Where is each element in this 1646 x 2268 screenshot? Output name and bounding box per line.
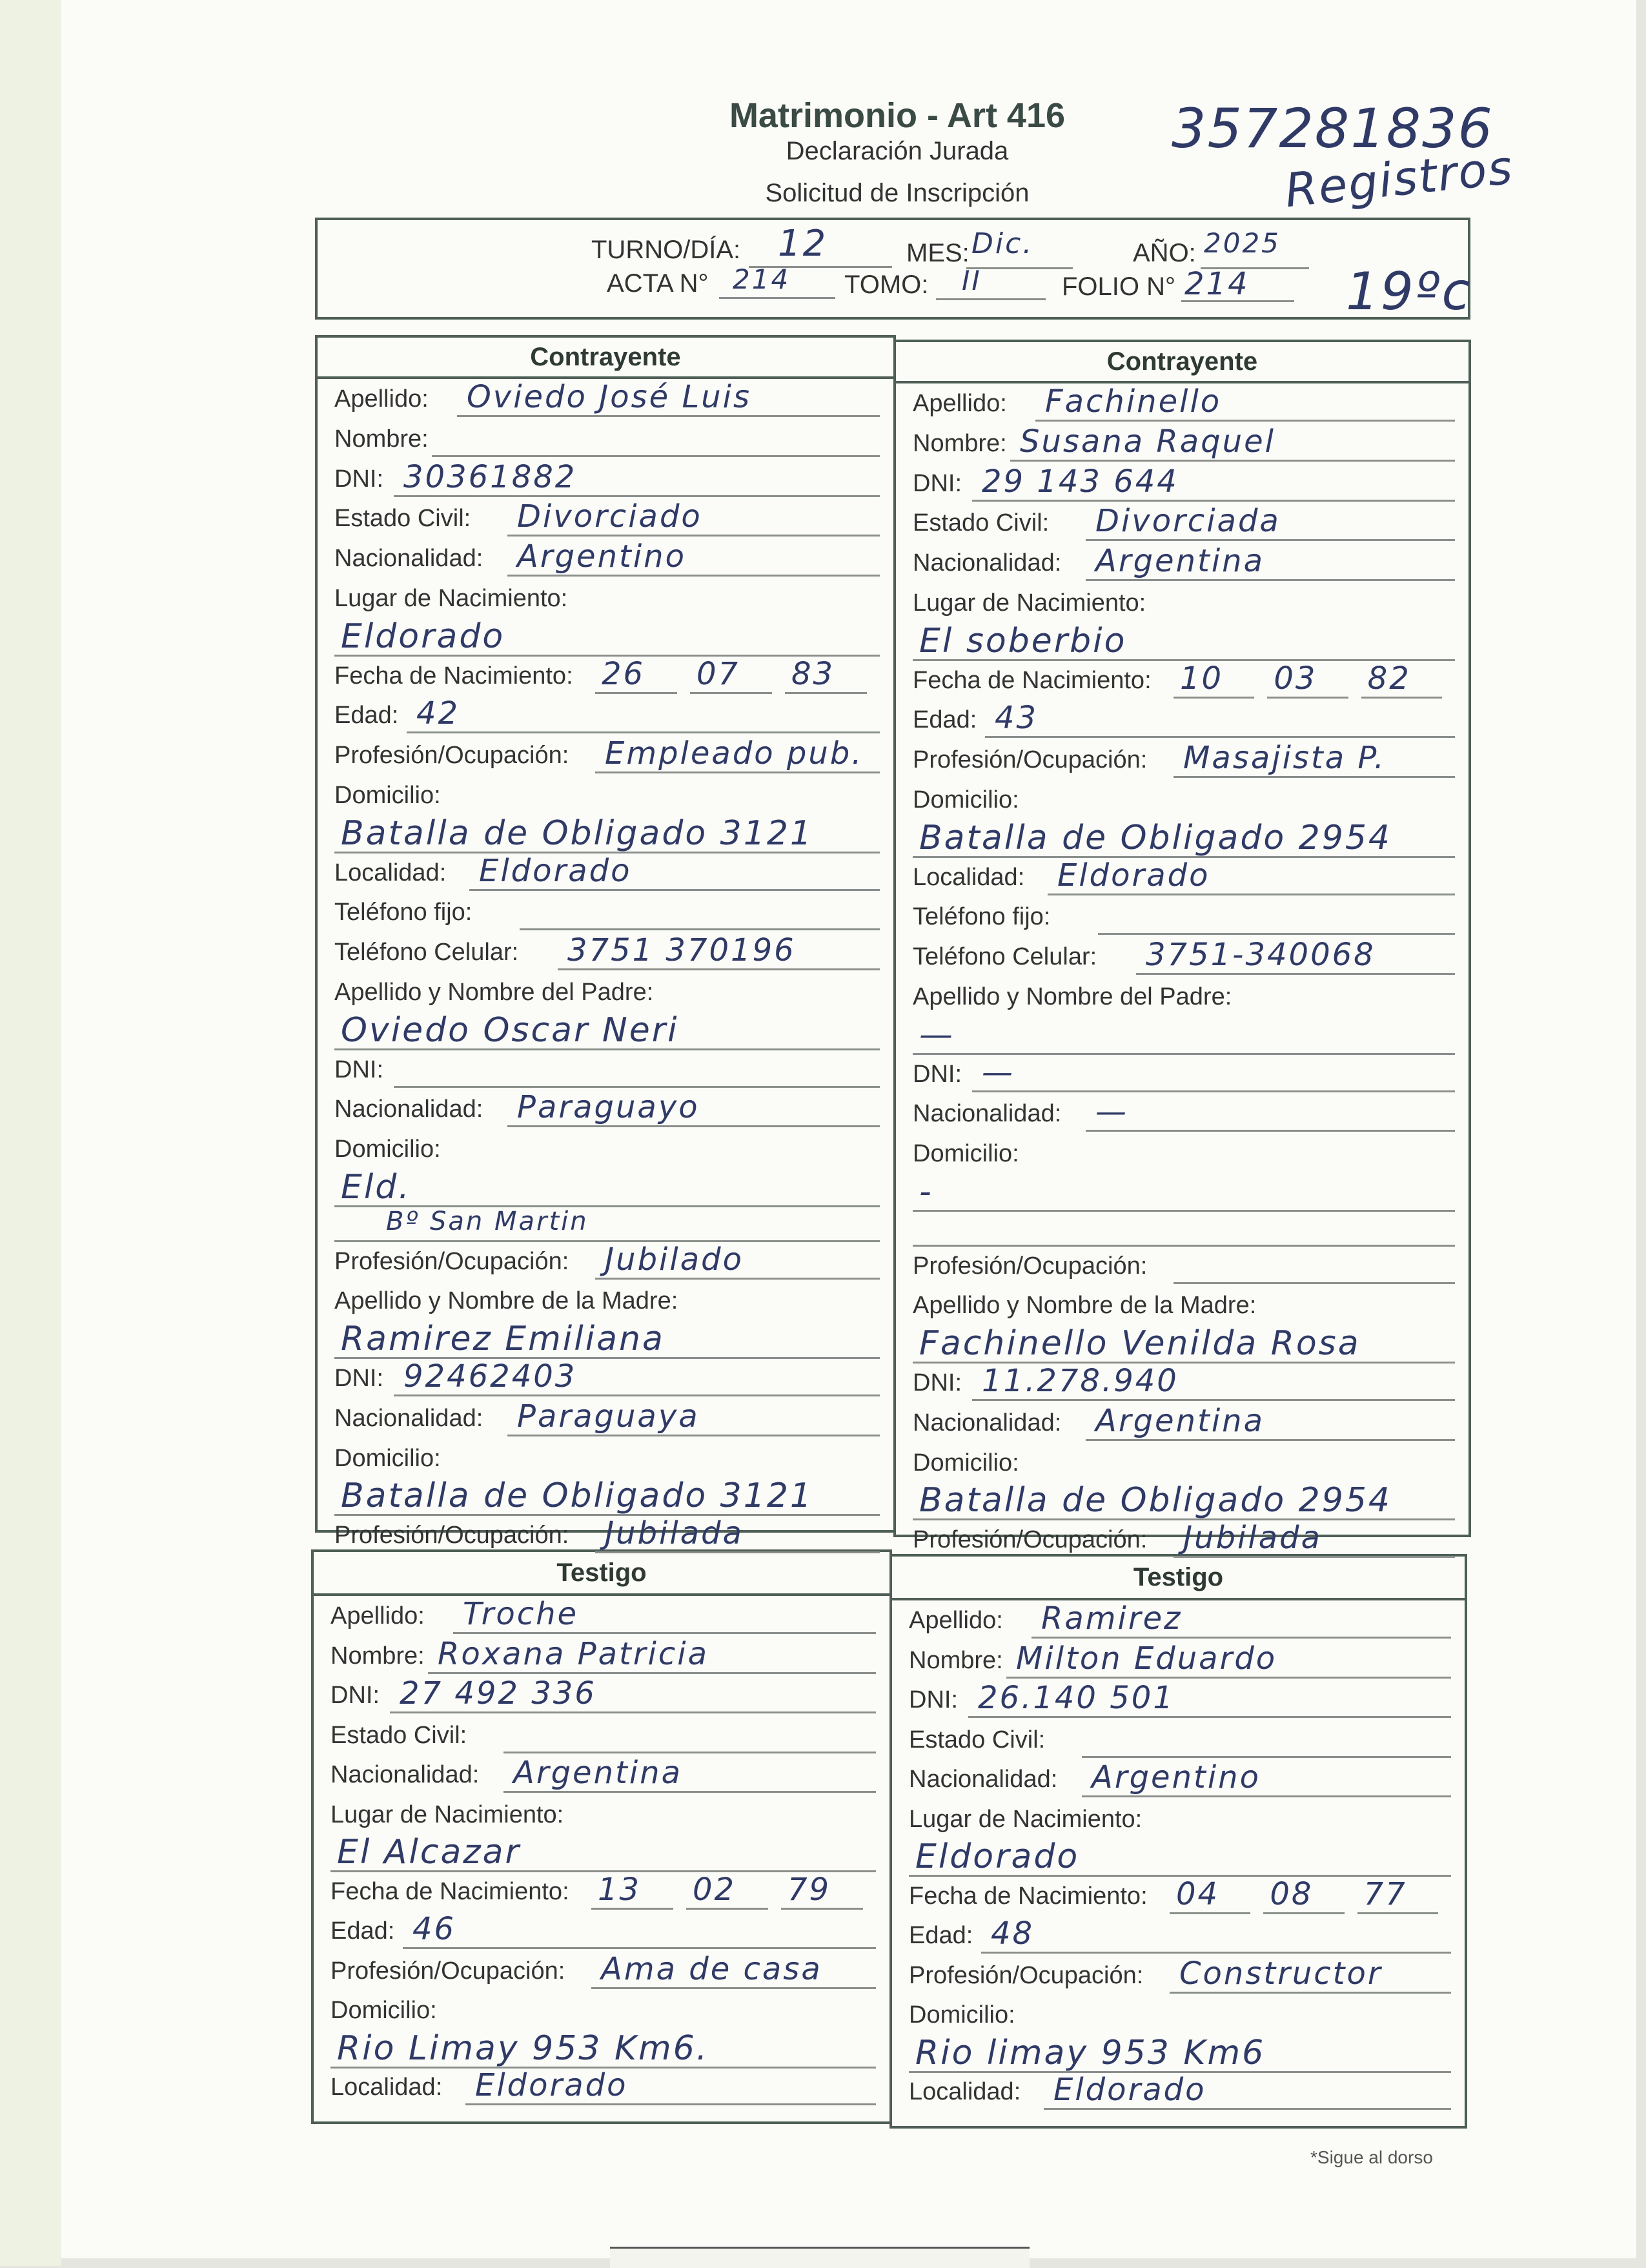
testigo-left-lugar-label: Lugar de Nacimiento:	[330, 1801, 564, 1828]
testigo-right-nombre-label: Nombre:	[909, 1646, 1003, 1674]
field-underline	[591, 1987, 876, 1989]
contrayente-right-padre-dom-value[interactable]: -	[919, 1172, 933, 1211]
field-underline	[1082, 1795, 1451, 1797]
contrayente-right-madre-nac-label: Nacionalidad:	[913, 1409, 1062, 1436]
testigo-left-lugar-value[interactable]: El Alcazar	[337, 1833, 521, 1872]
testigo-left-dni-label: DNI:	[330, 1682, 380, 1709]
contrayente-left-padre-dom-label: Domicilio:	[334, 1136, 441, 1163]
contrayente-right-dni-value[interactable]: 29 143 644	[982, 463, 1179, 500]
contrayente-right-domicilio-label: Domicilio:	[913, 786, 1019, 813]
contrayente-left-fecha-d-value[interactable]: 26	[602, 655, 645, 692]
contrayente-left-dni-label: DNI:	[334, 465, 383, 493]
contrayente-right-edad-value[interactable]: 43	[995, 700, 1039, 737]
field-underline	[913, 1210, 1455, 1212]
field-underline	[1136, 973, 1455, 975]
contrayente-right-localidad-value[interactable]: Eldorado	[1057, 857, 1210, 894]
contrayente-right-localidad-label: Localidad:	[913, 863, 1025, 891]
contrayente-left-madre-prof-value[interactable]: Jubilada	[605, 1515, 744, 1552]
field-underline	[558, 968, 880, 970]
contrayente-right-madre-label: Apellido y Nombre de la Madre:	[913, 1292, 1257, 1320]
contrayente-left-profesion-value[interactable]: Empleado pub.	[605, 735, 864, 772]
field-underline	[968, 1716, 1451, 1718]
folio-label: FOLIO N°	[1062, 272, 1176, 301]
contrayente-left-padre-value[interactable]: Oviedo Oscar Neri	[341, 1010, 679, 1050]
field-underline	[1086, 539, 1455, 541]
form-subtitle-2: Solicitud de Inscripción	[765, 179, 1030, 207]
field-underline	[1357, 1912, 1438, 1914]
field-underline	[1174, 1282, 1455, 1284]
field-underline	[520, 928, 880, 930]
contrayente-right-madre-prof-label: Profesión/Ocupación:	[913, 1526, 1148, 1554]
contrayente-right-fecha-m-value[interactable]: 03	[1274, 660, 1317, 697]
turno-anio-label: AÑO:	[1133, 239, 1196, 267]
turno-anio-value[interactable]: 2025	[1204, 227, 1281, 259]
field-underline	[972, 1090, 1455, 1092]
testigo-right-domicilio-value[interactable]: Rio limay 953 Km6	[915, 2033, 1266, 2072]
contrayente-left-padre-nac-value[interactable]: Paraguayo	[517, 1089, 700, 1126]
contrayente-right-estado-civil-label: Estado Civil:	[913, 509, 1050, 537]
testigo-right-dni-value[interactable]: 26.140 501	[978, 1680, 1175, 1716]
field-underline	[507, 575, 880, 577]
testigo-right-nacionalidad-value[interactable]: Argentino	[1092, 1759, 1261, 1795]
contrayente-left-apellido-label: Apellido:	[334, 385, 429, 413]
testigo-left-apellido-label: Apellido:	[330, 1602, 425, 1629]
field-underline	[595, 1551, 880, 1553]
contrayente-left-padre-prof-value[interactable]: Jubilado	[605, 1241, 744, 1278]
contrayente-right-madre-value[interactable]: Fachinello Venilda Rosa	[919, 1324, 1361, 1364]
field-underline	[403, 1947, 876, 1949]
contrayente-right-lugar-value[interactable]: El soberbio	[919, 621, 1127, 660]
field-underline	[457, 415, 880, 417]
field-underline	[781, 1908, 863, 1910]
contrayente-left-madre-dni-label: DNI:	[334, 1365, 383, 1392]
testigo-left-edad-value[interactable]: 46	[412, 1911, 456, 1947]
field-underline	[1086, 579, 1455, 581]
contrayente-left-madre-value[interactable]: Ramirez Emiliana	[341, 1320, 665, 1359]
field-underline	[1174, 776, 1455, 778]
turno-mes-label: MES:	[906, 239, 970, 267]
field-underline	[972, 500, 1455, 502]
contrayente-left-localidad-value[interactable]: Eldorado	[479, 852, 632, 889]
contrayente-right-profesion-label: Profesión/Ocupación:	[913, 746, 1148, 774]
testigo-right-fecha-label: Fecha de Nacimiento:	[909, 1882, 1148, 1910]
field-underline	[1048, 894, 1455, 895]
contrayente-left-nacionalidad-value[interactable]: Argentino	[517, 538, 686, 575]
field-underline	[981, 1952, 1451, 1954]
field-underline	[1035, 420, 1455, 422]
testigo-left-domicilio-label: Domicilio:	[330, 1997, 437, 2024]
contrayente-left-padre-dom-value[interactable]: Eld.	[341, 1168, 411, 1207]
contrayente-right-nombre-value[interactable]: Susana Raquel	[1020, 423, 1275, 460]
testigo-left-heading: Testigo	[314, 1552, 889, 1596]
contrayente-left-madre-dom-value[interactable]: Batalla de Obligado 3121	[341, 1476, 814, 1516]
contrayente-right-domicilio-value[interactable]: Batalla de Obligado 2954	[919, 818, 1392, 857]
contrayente-right-madre-dni-label: DNI:	[913, 1369, 962, 1396]
contrayente-right-padre-value[interactable]: —	[919, 1015, 955, 1054]
contrayente-left-lugar-value[interactable]: Eldorado	[341, 617, 505, 656]
contrayente-left-tel-fijo-label: Teléfono fijo:	[334, 899, 472, 926]
folio-value[interactable]: 214	[1184, 266, 1250, 302]
testigo-right-heading: Testigo	[892, 1557, 1465, 1600]
field-underline	[1174, 1556, 1455, 1558]
field-underline	[1361, 697, 1442, 699]
contrayente-right-madre-prof-value[interactable]: Jubilada	[1183, 1520, 1323, 1557]
field-underline	[453, 1632, 876, 1634]
field-underline	[1006, 1677, 1451, 1679]
testigo-right-apellido-value[interactable]: Ramirez	[1041, 1600, 1183, 1637]
contrayente-right-dni-label: DNI:	[913, 469, 962, 497]
field-underline	[507, 535, 880, 536]
folio-extra-note: 19ºc	[1346, 261, 1472, 322]
testigo-left-dni-value[interactable]: 27 492 336	[400, 1675, 596, 1711]
scan-edge	[0, 0, 61, 2266]
contrayente-left-nacionalidad-label: Nacionalidad:	[334, 545, 483, 573]
testigo-left-fecha-d-value[interactable]: 13	[598, 1871, 642, 1908]
contrayente-left-padre-dni-label: DNI:	[334, 1056, 383, 1083]
testigo-left-fecha-a-value[interactable]: 79	[787, 1871, 831, 1908]
field-underline	[1098, 933, 1455, 935]
field-underline	[428, 1672, 876, 1674]
testigo-left-nombre-value[interactable]: Roxana Patricia	[438, 1635, 709, 1672]
field-underline	[595, 692, 677, 694]
testigo-left-nombre-label: Nombre:	[330, 1642, 425, 1670]
testigo-right-lugar-value[interactable]: Eldorado	[915, 1837, 1080, 1876]
contrayente-right-heading: Contrayente	[896, 342, 1468, 383]
testigo-left-apellido-value[interactable]: Troche	[463, 1596, 579, 1632]
contrayente-right-profesion-value[interactable]: Masajista P.	[1183, 740, 1387, 777]
field-underline	[507, 1435, 880, 1436]
field-underline	[972, 1399, 1455, 1401]
contrayente-left-apellido-value[interactable]: Oviedo José Luis	[467, 379, 751, 415]
field-underline	[1010, 460, 1455, 462]
contrayente-right-padre-nac-label: Nacionalidad:	[913, 1100, 1062, 1128]
testigo-right-profesion-value[interactable]: Constructor	[1179, 1955, 1383, 1992]
testigo-right-fecha-m-value[interactable]: 08	[1270, 1875, 1314, 1912]
turno-dia-label: TURNO/DÍA:	[591, 236, 741, 264]
testigo-right-localidad-value[interactable]: Eldorado	[1053, 2072, 1206, 2108]
testigo-right-nombre-value[interactable]: Milton Eduardo	[1016, 1640, 1277, 1677]
testigo-left-fecha-label: Fecha de Nacimiento:	[330, 1877, 569, 1905]
field-underline	[1174, 697, 1254, 699]
form-subtitle: Declaración Jurada	[786, 137, 1009, 165]
contrayente-left-madre-nac-label: Nacionalidad:	[334, 1404, 483, 1432]
testigo-left-fecha-m-value[interactable]: 02	[693, 1871, 737, 1908]
contrayente-right-tel-fijo-label: Teléfono fijo:	[913, 903, 1051, 931]
field-underline	[1170, 1912, 1250, 1914]
field-underline	[503, 1752, 876, 1753]
contrayente-left-madre-nac-value[interactable]: Paraguaya	[517, 1398, 700, 1435]
contrayente-right-madre-dom-label: Domicilio:	[913, 1449, 1019, 1476]
testigo-right-profesion-label: Profesión/Ocupación:	[909, 1961, 1144, 1989]
field-underline	[1086, 1130, 1455, 1132]
contrayente-left-madre-label: Apellido y Nombre de la Madre:	[334, 1287, 678, 1315]
contrayente-right-madre-dni-value[interactable]: 11.278.940	[982, 1363, 1179, 1399]
contrayente-left-localidad-label: Localidad:	[334, 859, 447, 886]
testigo-right-fecha-d-value[interactable]: 04	[1176, 1875, 1220, 1912]
contrayente-left-tel-cel-value[interactable]: 3751 370196	[567, 932, 796, 969]
testigo-left-domicilio-value[interactable]: Rio Limay 953 Km6.	[337, 2028, 709, 2068]
field-underline	[507, 1125, 880, 1127]
margin-note-number: 357281836	[1172, 97, 1494, 160]
contrayente-right-fecha-label: Fecha de Nacimiento:	[913, 666, 1152, 694]
contrayente-left-estado-civil-value[interactable]: Divorciado	[517, 498, 702, 535]
field-underline	[469, 889, 880, 891]
contrayente-left-edad-value[interactable]: 42	[416, 695, 460, 732]
contrayente-left-madre-dni-value[interactable]: 92462403	[403, 1358, 577, 1395]
contrayente-right-apellido-value[interactable]: Fachinello	[1045, 383, 1222, 420]
testigo-left-profesion-value[interactable]: Ama de casa	[601, 1950, 822, 1987]
contrayente-right-edad-label: Edad:	[913, 706, 977, 734]
contrayente-left-padre-prof-label: Profesión/Ocupación:	[334, 1247, 569, 1275]
turno-mes-value[interactable]: Dic.	[971, 227, 1034, 260]
contrayente-left-profesion-label: Profesión/Ocupación:	[334, 742, 569, 770]
contrayente-right-padre-dni-value[interactable]: —	[982, 1054, 1015, 1090]
testigo-left-nacionalidad-label: Nacionalidad:	[330, 1761, 480, 1788]
testigo-right-estado-civil-label: Estado Civil:	[909, 1726, 1046, 1753]
contrayente-right-madre-nac-value[interactable]: Argentina	[1095, 1402, 1265, 1439]
footer-note: *Sigue al dorso	[1310, 2147, 1433, 2167]
contrayente-left-madre-prof-label: Profesión/Ocupación:	[334, 1522, 569, 1549]
testigo-left-localidad-label: Localidad:	[330, 2074, 443, 2101]
contrayente-right-apellido-label: Apellido:	[913, 390, 1007, 417]
acta-value[interactable]: 214	[733, 263, 791, 295]
field-underline	[1031, 1637, 1451, 1639]
contrayente-left-domicilio-label: Domicilio:	[334, 782, 441, 809]
testigo-right-edad-value[interactable]: 48	[991, 1916, 1035, 1952]
field-underline	[394, 1086, 880, 1088]
testigo-right-dni-label: DNI:	[909, 1686, 958, 1713]
testigo-left-edad-label: Edad:	[330, 1917, 395, 1945]
contrayente-left-padre-label: Apellido y Nombre del Padre:	[334, 979, 654, 1006]
testigo-left-estado-civil-label: Estado Civil:	[330, 1721, 467, 1749]
field-underline	[1263, 1912, 1344, 1914]
field-underline	[407, 731, 880, 733]
testigo-right-domicilio-label: Domicilio:	[909, 2001, 1015, 2028]
tomo-label: TOMO:	[844, 271, 929, 299]
contrayente-left-estado-civil-label: Estado Civil:	[334, 505, 471, 533]
contrayente-left-padre-nac-label: Nacionalidad:	[334, 1096, 483, 1123]
field-underline	[390, 1711, 876, 1713]
testigo-right-nacionalidad-label: Nacionalidad:	[909, 1766, 1058, 1793]
field-underline	[1086, 1439, 1455, 1441]
contrayente-right-padre-dom-label: Domicilio:	[913, 1140, 1019, 1168]
contrayente-right-padre-nac-value[interactable]: —	[1095, 1094, 1128, 1130]
page-bottom-edge	[610, 2247, 1030, 2268]
contrayente-right-padre-prof-label: Profesión/Ocupación:	[913, 1252, 1148, 1280]
tomo-value[interactable]: II	[962, 265, 982, 296]
contrayente-left-heading: Contrayente	[318, 338, 893, 379]
contrayente-left-nombre-label: Nombre:	[334, 425, 429, 453]
contrayente-right-tel-cel-value[interactable]: 3751-340068	[1146, 937, 1376, 974]
acta-label: ACTA N°	[607, 269, 709, 298]
contrayente-left-padre-dom-value-2[interactable]: Bº San Martin	[386, 1206, 589, 1236]
field-underline	[595, 1278, 880, 1280]
contrayente-left-fecha-label: Fecha de Nacimiento:	[334, 662, 573, 690]
contrayente-left-lugar-label: Lugar de Nacimiento:	[334, 585, 568, 612]
contrayente-right-fecha-a-value[interactable]: 82	[1367, 660, 1411, 697]
contrayente-right-madre-dom-value[interactable]: Batalla de Obligado 2954	[919, 1481, 1392, 1520]
contrayente-left-domicilio-value[interactable]: Batalla de Obligado 3121	[341, 813, 814, 853]
testigo-left-localidad-value[interactable]: Eldorado	[475, 2067, 628, 2103]
contrayente-left-fecha-a-value[interactable]: 83	[791, 655, 835, 692]
contrayente-left-tel-cel-label: Teléfono Celular:	[334, 939, 519, 966]
field-underline	[503, 1791, 876, 1793]
field-underline	[785, 692, 867, 694]
contrayente-right-nacionalidad-label: Nacionalidad:	[913, 549, 1062, 577]
contrayente-right-lugar-label: Lugar de Nacimiento:	[913, 589, 1146, 617]
contrayente-right-nombre-label: Nombre:	[913, 429, 1007, 457]
testigo-left-nacionalidad-value[interactable]: Argentina	[513, 1755, 682, 1791]
field-underline	[690, 692, 772, 694]
contrayente-left-dni-value[interactable]: 30361882	[403, 458, 577, 495]
field-underline	[432, 455, 880, 457]
testigo-right-apellido-label: Apellido:	[909, 1607, 1003, 1634]
field-underline	[394, 495, 880, 497]
turno-dia-value[interactable]: 12	[778, 223, 828, 265]
contrayente-left-fecha-m-value[interactable]: 07	[696, 655, 740, 692]
field-underline	[1044, 2108, 1451, 2110]
contrayente-right-padre-label: Apellido y Nombre del Padre:	[913, 983, 1232, 1010]
testigo-right-localidad-label: Localidad:	[909, 2078, 1021, 2105]
testigo-left-profesion-label: Profesión/Ocupación:	[330, 1957, 565, 1985]
field-underline	[985, 736, 1455, 738]
testigo-right-fecha-a-value[interactable]: 77	[1363, 1875, 1407, 1912]
contrayente-left-edad-label: Edad:	[334, 702, 399, 730]
margin-note-text: Registros	[1282, 139, 1516, 218]
contrayente-right-estado-civil-value[interactable]: Divorciada	[1095, 503, 1281, 540]
contrayente-left-madre-dom-label: Domicilio:	[334, 1444, 441, 1472]
contrayente-right-padre-dni-label: DNI:	[913, 1060, 962, 1088]
contrayente-right-nacionalidad-value[interactable]: Argentina	[1095, 543, 1265, 580]
field-underline	[1170, 1992, 1451, 1994]
field-underline	[595, 771, 880, 773]
field-underline	[591, 1908, 673, 1910]
field-underline	[913, 1245, 1455, 1247]
contrayente-right-tel-cel-label: Teléfono Celular:	[913, 943, 1097, 971]
field-underline	[394, 1395, 880, 1396]
field-underline	[686, 1908, 768, 1910]
form-title: Matrimonio - Art 416	[729, 96, 1066, 135]
field-underline	[1267, 697, 1348, 699]
contrayente-right-fecha-d-value[interactable]: 10	[1180, 660, 1224, 697]
field-underline	[465, 2103, 876, 2105]
testigo-right-lugar-label: Lugar de Nacimiento:	[909, 1805, 1143, 1833]
field-underline	[1082, 1756, 1451, 1758]
testigo-right-edad-label: Edad:	[909, 1922, 973, 1949]
